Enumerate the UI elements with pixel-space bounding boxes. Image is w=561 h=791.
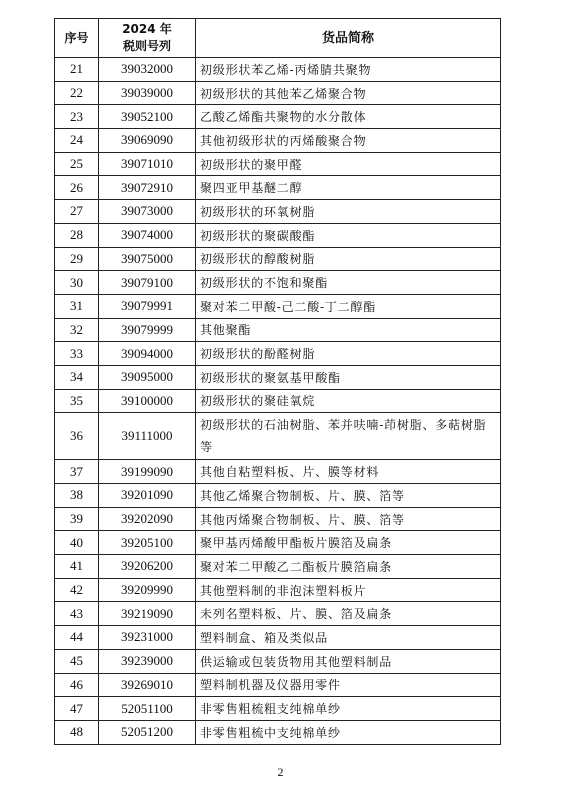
table-row xyxy=(55,555,501,579)
table-row xyxy=(55,697,501,721)
row-name: 供运输或包装货物用其他塑料制品 xyxy=(196,649,501,673)
header-code-line2: 税则号列 xyxy=(122,39,171,53)
table-row xyxy=(55,176,501,200)
row-name: 非零售粗梳粗支纯棉单纱 xyxy=(196,697,501,721)
header-seq: 序号 xyxy=(55,19,99,58)
row-code: 39069090 xyxy=(99,129,196,153)
row-code: 39072910 xyxy=(99,176,196,200)
row-code: 39039000 xyxy=(99,81,196,105)
table-row xyxy=(55,271,501,295)
row-name: 初级形状的酚醛树脂 xyxy=(196,342,501,366)
row-name: 初级形状的不饱和聚酯 xyxy=(196,271,501,295)
row-seq: 34 xyxy=(55,365,99,389)
row-code: 39071010 xyxy=(99,152,196,176)
row-seq: 24 xyxy=(55,129,99,153)
row-seq: 31 xyxy=(55,294,99,318)
row-seq: 37 xyxy=(55,460,99,484)
row-seq: 33 xyxy=(55,342,99,366)
row-name: 初级形状的聚碳酸酯 xyxy=(196,223,501,247)
row-seq: 29 xyxy=(55,247,99,271)
table-row xyxy=(55,223,501,247)
page-number: 2 xyxy=(277,765,284,779)
table-body xyxy=(55,58,501,745)
row-name: 未列名塑料板、片、膜、箔及扁条 xyxy=(196,602,501,626)
header-name: 货品简称 xyxy=(196,19,501,58)
table-row xyxy=(55,294,501,318)
row-code: 39094000 xyxy=(99,342,196,366)
row-code: 39199090 xyxy=(99,460,196,484)
table-row xyxy=(55,578,501,602)
row-name: 初级形状的环氧树脂 xyxy=(196,200,501,224)
row-seq: 28 xyxy=(55,223,99,247)
row-code: 39231000 xyxy=(99,626,196,650)
table-row xyxy=(55,720,501,744)
row-name: 非零售粗梳中支纯棉单纱 xyxy=(196,720,501,744)
row-seq: 36 xyxy=(55,413,99,460)
row-seq: 25 xyxy=(55,152,99,176)
row-code: 52051200 xyxy=(99,720,196,744)
table-row xyxy=(55,318,501,342)
table-row xyxy=(55,58,501,82)
header-code xyxy=(99,19,196,58)
row-name: 初级形状的聚硅氧烷 xyxy=(196,389,501,413)
row-code: 39052100 xyxy=(99,105,196,129)
row-code: 39201090 xyxy=(99,484,196,508)
table-row xyxy=(55,342,501,366)
row-seq: 47 xyxy=(55,697,99,721)
row-code: 39095000 xyxy=(99,365,196,389)
row-code: 39079999 xyxy=(99,318,196,342)
row-seq: 21 xyxy=(55,58,99,82)
row-name: 聚四亚甲基醚二醇 xyxy=(196,176,501,200)
row-code: 39269010 xyxy=(99,673,196,697)
row-code: 39219090 xyxy=(99,602,196,626)
row-code: 39100000 xyxy=(99,389,196,413)
row-seq: 35 xyxy=(55,389,99,413)
row-code: 39073000 xyxy=(99,200,196,224)
row-code: 39079100 xyxy=(99,271,196,295)
row-code: 39079991 xyxy=(99,294,196,318)
row-name: 初级形状的聚氨基甲酸酯 xyxy=(196,365,501,389)
row-name: 其他乙烯聚合物制板、片、膜、箔等 xyxy=(196,484,501,508)
table-row xyxy=(55,507,501,531)
row-seq: 38 xyxy=(55,484,99,508)
row-code: 39032000 xyxy=(99,58,196,82)
row-seq: 45 xyxy=(55,649,99,673)
row-seq: 41 xyxy=(55,555,99,579)
table-row xyxy=(55,531,501,555)
row-name: 初级形状的其他苯乙烯聚合物 xyxy=(196,81,501,105)
row-code: 39209990 xyxy=(99,578,196,602)
row-name: 塑料制盒、箱及类似品 xyxy=(196,626,501,650)
row-code: 39205100 xyxy=(99,531,196,555)
tariff-table xyxy=(54,18,501,745)
row-seq: 32 xyxy=(55,318,99,342)
row-code: 39239000 xyxy=(99,649,196,673)
row-name: 其他丙烯聚合物制板、片、膜、箔等 xyxy=(196,507,501,531)
table-row xyxy=(55,484,501,508)
table-row xyxy=(55,152,501,176)
row-seq: 39 xyxy=(55,507,99,531)
table-header-row xyxy=(55,19,501,58)
row-code: 39111000 xyxy=(99,413,196,460)
table-row xyxy=(55,626,501,650)
table-row xyxy=(55,129,501,153)
table-row xyxy=(55,81,501,105)
table-row xyxy=(55,247,501,271)
row-name: 其他塑料制的非泡沫塑料板片 xyxy=(196,578,501,602)
row-name: 其他自粘塑料板、片、膜等材料 xyxy=(196,460,501,484)
table-row xyxy=(55,105,501,129)
table-row xyxy=(55,389,501,413)
table-row xyxy=(55,365,501,389)
table-row xyxy=(55,649,501,673)
row-name: 乙酸乙烯酯共聚物的水分散体 xyxy=(196,105,501,129)
row-name: 塑料制机器及仪器用零件 xyxy=(196,673,501,697)
row-seq: 46 xyxy=(55,673,99,697)
row-seq: 30 xyxy=(55,271,99,295)
row-name: 初级形状的醇酸树脂 xyxy=(196,247,501,271)
row-code: 39075000 xyxy=(99,247,196,271)
row-name: 其他聚酯 xyxy=(196,318,501,342)
row-name: 其他初级形状的丙烯酸聚合物 xyxy=(196,129,501,153)
row-seq: 27 xyxy=(55,200,99,224)
row-code: 39074000 xyxy=(99,223,196,247)
row-code: 39206200 xyxy=(99,555,196,579)
row-name: 初级形状苯乙烯-丙烯腈共聚物 xyxy=(196,58,501,82)
row-name: 聚对苯二甲酸-己二酸-丁二醇酯 xyxy=(196,294,501,318)
row-name: 初级形状的石油树脂、苯并呋喃-茚树脂、多萜树脂等 xyxy=(196,413,501,460)
row-code: 39202090 xyxy=(99,507,196,531)
row-seq: 23 xyxy=(55,105,99,129)
row-code: 52051100 xyxy=(99,697,196,721)
table-row xyxy=(55,673,501,697)
row-name: 聚对苯二甲酸乙二酯板片膜箔扁条 xyxy=(196,555,501,579)
row-name: 聚甲基丙烯酸甲酯板片膜箔及扁条 xyxy=(196,531,501,555)
table-row xyxy=(55,413,501,460)
row-seq: 22 xyxy=(55,81,99,105)
table-row xyxy=(55,200,501,224)
row-seq: 42 xyxy=(55,578,99,602)
table-row xyxy=(55,460,501,484)
table-row xyxy=(55,602,501,626)
row-seq: 40 xyxy=(55,531,99,555)
row-name: 初级形状的聚甲醛 xyxy=(196,152,501,176)
row-seq: 26 xyxy=(55,176,99,200)
header-code-line1: 2024 年 xyxy=(122,22,172,36)
row-seq: 48 xyxy=(55,720,99,744)
row-seq: 44 xyxy=(55,626,99,650)
row-seq: 43 xyxy=(55,602,99,626)
